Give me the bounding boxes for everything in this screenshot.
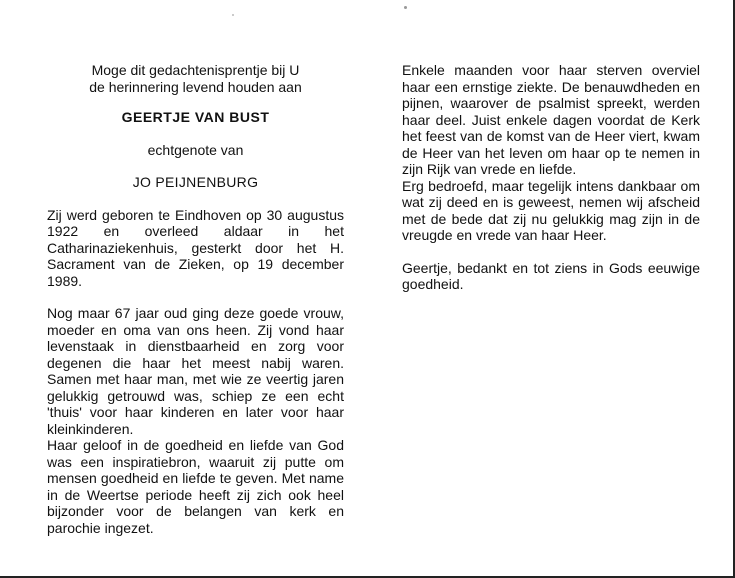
right-column [402, 62, 700, 293]
spouse-label: echtgenote van [147, 141, 244, 158]
farewell-paragraph: Erg bedroefd, maar tegelijk intens dankbaar om wat zij deed en is geweest, nemen wij afscheid met de bede dat zij nu gelukkig mag zijn in de vreugde en vrede van haar Heer. [402, 177, 700, 243]
life-paragraph: Nog maar 67 jaar oud ging deze goede vrouw, moeder en oma van ons heen. Zij vond haar levenstaak in dienstbaarheid en zorg voor degenen die haar het meest nabij waren. Samen met haar man, met wie ze veertig jaren gelukkig getrouwd was, schiep ze een echt 'thuis' voor haar kinderen en later voor haar kleinkinderen. [47, 305, 344, 437]
deceased-name: GEERTJE VAN BUST [121, 109, 270, 125]
birth-death-paragraph: Zij werd geboren te Eindhoven op 30 augustus 1922 en overleed aldaar in het Catharinaziekenhuis, gesterkt door het H. Sacrament van de Zieken, op 19 december 1989. [47, 206, 344, 289]
opening-line-1: Moge dit gedachtenisprentje bij U [91, 62, 300, 78]
spouse-name: JO PEIJNENBURG [132, 174, 259, 190]
print-speck [404, 6, 407, 9]
closing-paragraph: Geertje, bedankt en tot ziens in Gods eeuwige goedheid. [402, 259, 700, 292]
left-column [47, 62, 344, 536]
opening-line-2: de herinnering levend houden aan [89, 78, 302, 95]
faith-paragraph: Haar geloof in de goedheid en liefde van God was een inspiratiebron, waaruit zij putte om mensen goedheid en liefde te geven. Met name in de Weertse periode heeft zij zich ook heel bijzonder voor de belangen van kerk en parochie ingezet. [47, 437, 344, 536]
illness-paragraph: Enkele maanden voor haar sterven overviel haar een ernstige ziekte. De benauwdheden en pijnen, waarover de psalmist spreekt, werden haar deel. Juist enkele dagen voordat de Kerk het feest van de komst van de Heer viert, kwam de Heer van het leven om haar op te nemen in zijn Rijk van vrede en liefde. [402, 62, 700, 177]
print-speck [232, 14, 234, 16]
